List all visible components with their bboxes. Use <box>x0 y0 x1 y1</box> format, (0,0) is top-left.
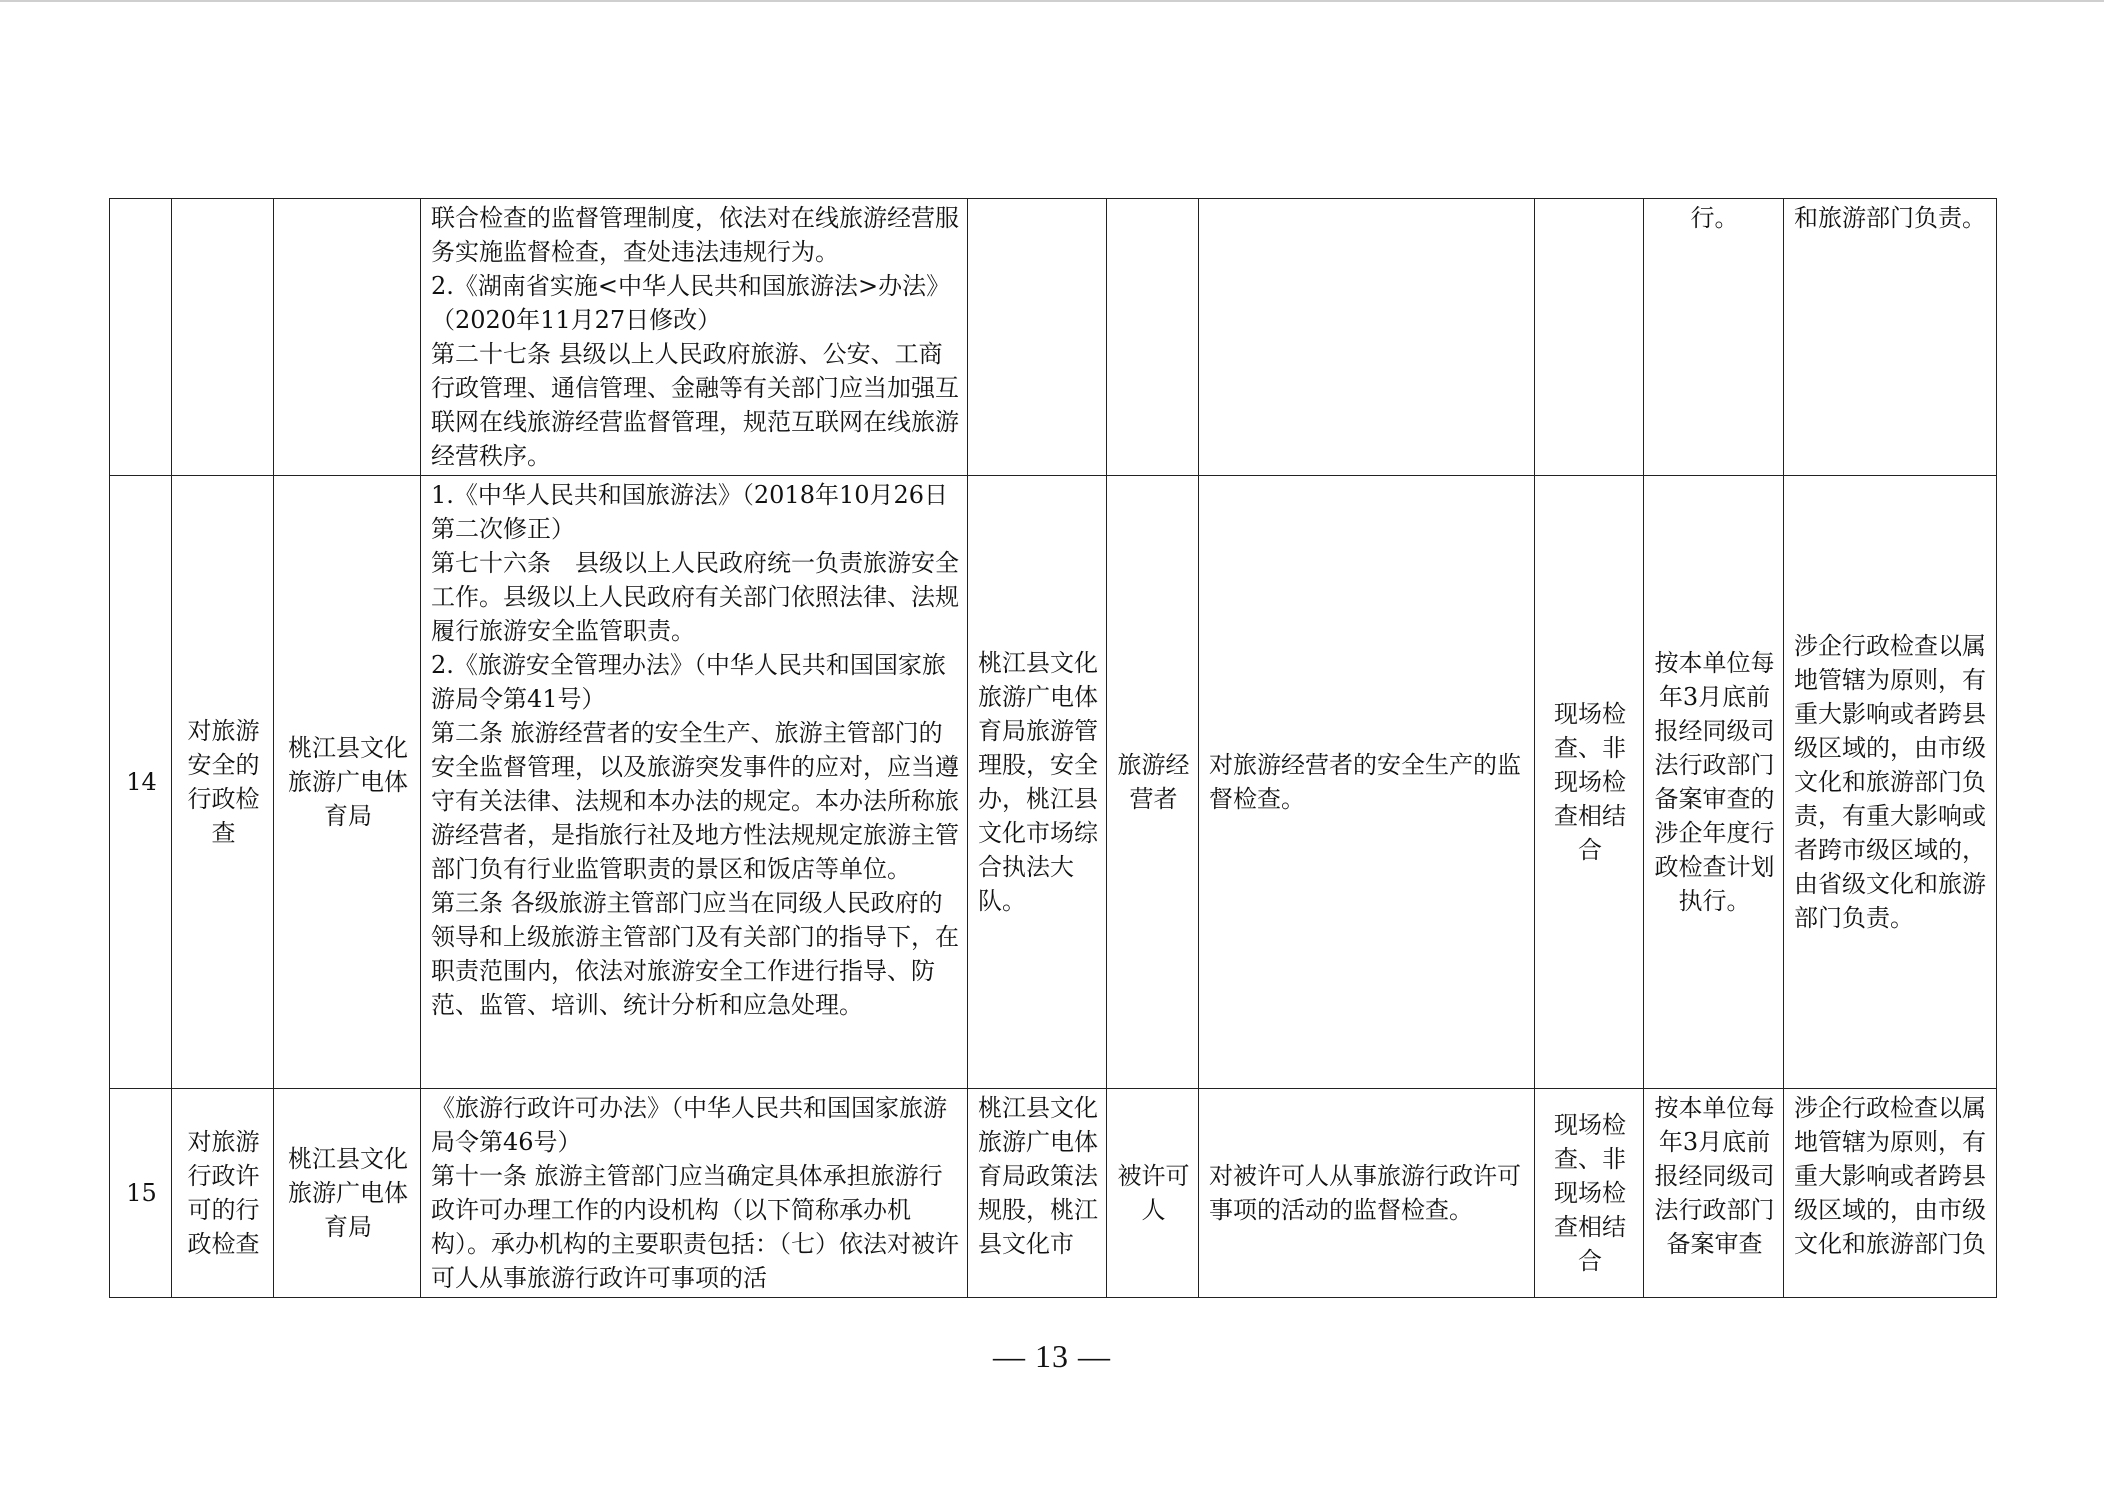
inspection-plan: 按本单位每年3月底前报经同级司法行政部门备案审查的涉企年度行政检查计划执行。 <box>1644 476 1784 1089</box>
row-number: 15 <box>110 1089 172 1298</box>
subject: 桃江县文化旅游广电体育局 <box>274 476 421 1089</box>
inspection-target <box>1107 199 1199 476</box>
legal-basis-paragraph: 1.《中华人民共和国旅游法》（2018年10月26日第二次修正） <box>431 481 949 543</box>
item-name: 对旅游行政许可的行政检查 <box>172 1089 274 1298</box>
responsible-department <box>968 199 1107 476</box>
responsible-department: 桃江县文化旅游广电体育局政策法规股，桃江县文化市 <box>968 1089 1107 1298</box>
page-number: — 13 — <box>993 1338 1111 1374</box>
responsible-department: 桃江县文化旅游广电体育局旅游管理股，安全办，桃江县文化市场综合执法大队。 <box>968 476 1107 1089</box>
item-name: 对旅游安全的行政检查 <box>172 476 274 1089</box>
remarks: 涉企行政检查以属地管辖为原则，有重大影响或者跨县级区域的，由市级文化和旅游部门负 <box>1784 1089 1997 1298</box>
legal-basis-paragraph: 《旅游行政许可办法》（中华人民共和国国家旅游局令第46号） <box>431 1094 947 1156</box>
legal-basis-paragraph: 2.《湖南省实施<中华人民共和国旅游法>办法》（2020年11月27日修改） <box>431 272 951 334</box>
inspection-plan: 行。 <box>1644 199 1784 476</box>
subject: 桃江县文化旅游广电体育局 <box>274 1089 421 1298</box>
inspection-plan: 按本单位每年3月底前报经同级司法行政部门备案审查 <box>1644 1089 1784 1298</box>
item-name <box>172 199 274 476</box>
top-edge-line <box>0 0 2104 2</box>
legal-basis <box>421 1089 968 1298</box>
inspection-target: 旅游经营者 <box>1107 476 1199 1089</box>
table-row <box>110 476 1997 1089</box>
legal-basis-paragraph: 第七十六条 县级以上人民政府统一负责旅游安全工作。县级以上人民政府有关部门依照法律、法规履行旅游安全监管职责。 <box>431 549 959 645</box>
table-row <box>110 1089 1997 1298</box>
legal-basis-paragraph: 第二十七条 县级以上人民政府旅游、公安、工商行政管理、通信管理、金融等有关部门应当加强互联网在线旅游经营监督管理，规范互联网在线旅游经营秩序。 <box>431 340 959 470</box>
legal-basis <box>421 199 968 476</box>
legal-basis-paragraph: 第二条 旅游经营者的安全生产、旅游主管部门的安全监督管理，以及旅游突发事件的应对，应当遵守有关法律、法规和本办法的规定。本办法所称旅游经营者，是指旅行社及地方性法规规定旅游主管部门负有行业监管职责的景区和饭店等单位。 <box>431 719 959 883</box>
legal-basis-paragraph: 联合检查的监督管理制度，依法对在线旅游经营服务实施监督检查，查处违法违规行为。 <box>431 204 959 266</box>
inspection-target: 被许可人 <box>1107 1089 1199 1298</box>
legal-basis-paragraph: 第三条 各级旅游主管部门应当在同级人民政府的领导和上级旅游主管部门及有关部门的指导下，在职责范围内，依法对旅游安全工作进行指导、防范、监管、培训、统计分析和应急处理。 <box>431 889 959 1019</box>
inspection-method <box>1535 199 1644 476</box>
inspection-method: 现场检查、非现场检查相结合 <box>1535 1089 1644 1298</box>
inspection-content <box>1199 199 1535 476</box>
legal-basis-paragraph: 2.《旅游安全管理办法》（中华人民共和国国家旅游局令第41号） <box>431 651 946 713</box>
inspection-content: 对被许可人从事旅游行政许可事项的活动的监督检查。 <box>1199 1089 1535 1298</box>
inspection-table <box>109 198 1997 1298</box>
row-number: 14 <box>110 476 172 1089</box>
inspection-content: 对旅游经营者的安全生产的监督检查。 <box>1199 476 1535 1089</box>
subject <box>274 199 421 476</box>
remarks: 和旅游部门负责。 <box>1784 199 1997 476</box>
remarks: 涉企行政检查以属地管辖为原则，有重大影响或者跨县级区域的，由市级文化和旅游部门负责，有重大影响或者跨市级区域的，由省级文化和旅游部门负责。 <box>1784 476 1997 1089</box>
legal-basis <box>421 476 968 1089</box>
table-row <box>110 199 1997 476</box>
inspection-method: 现场检查、非现场检查相结合 <box>1535 476 1644 1089</box>
legal-basis-paragraph: 第十一条 旅游主管部门应当确定具体承担旅游行政许可办理工作的内设机构（以下简称承办机构）。承办机构的主要职责包括：（七）依法对被许可人从事旅游行政许可事项的活 <box>431 1162 959 1292</box>
row-number <box>110 199 172 476</box>
